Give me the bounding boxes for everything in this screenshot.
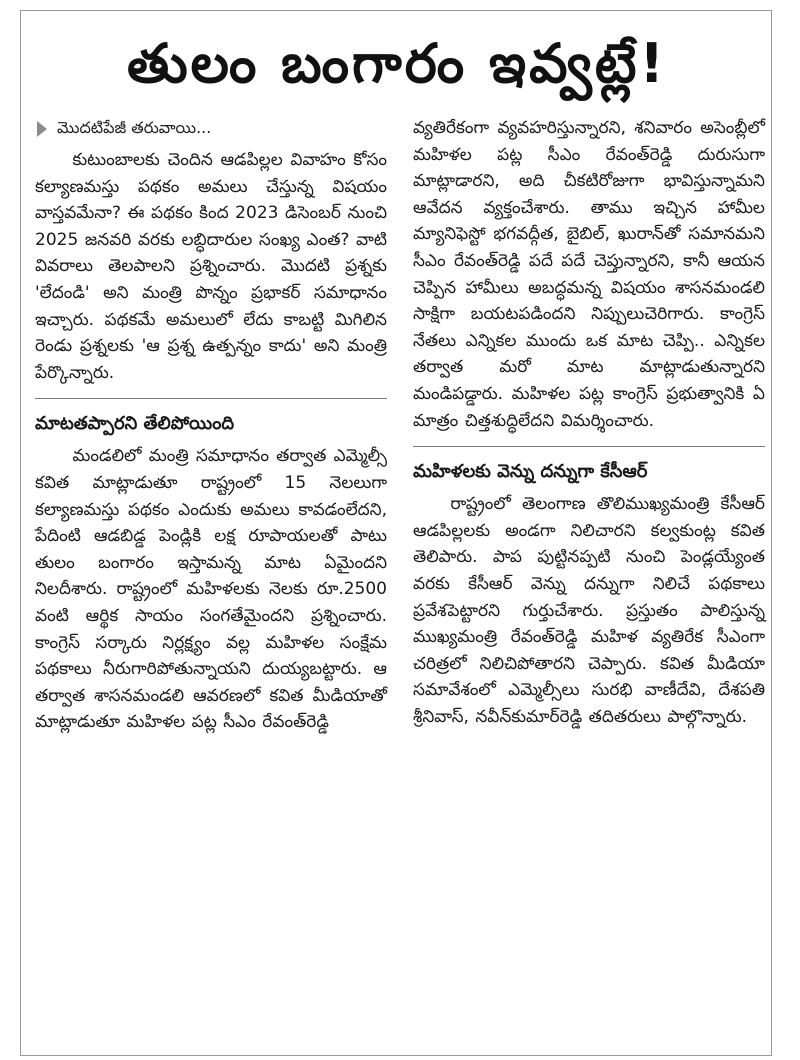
intro-paragraph: కుటుంబాలకు చెందిన ఆడపిల్లల వివాహం కోసం కల్యాణమస్తు పథకం అమలు చేస్తున్న విషయం వాస్తవమేనా? ఈ పథకం కింద 2023 డిసెంబర్ నుంచి 2025 జనవరి వరకు లబ్ధిదారుల సంఖ్య ఎంత? వాటి వివరాలు తెలపాలని ప్రశ్నించారు. మొదటి ప్రశ్నకు 'లేదండి' అని మంత్రి పొన్నం ప్రభాకర్ సమాధానం ఇచ్చారు. పథకమే అమలులో లేదు కాబట్టి మిగిలిన రెండు ప్రశ్నలకు 'ఆ ప్రశ్న ఉత్పన్నం కాదు' అని మంత్రి పేర్కొన్నారు. [35, 150, 387, 383]
left-paragraph-2: మండలిలో మంత్రి సమాధానం తర్వాత ఎమ్మెల్సీ కవిత మాట్లాడుతూ రాష్ట్రంలో 15 నెలలుగా కల్యాణమస్తు పథకం ఎందుకు అమలు కావడంలేదని, పేదింటి ఆడబిడ్డ పెండ్లికి లక్ష రూపాయలతో పాటు తులం బంగారం ఇస్తామన్న మాట ఏమైందని నిలదీశారు. రాష్ట్రంలో మహిళలకు నెలకు రూ.2500 వంటి ఆర్థిక సాయం సంగతేమైందని ప్రశ్నించారు. కాంగ్రెస్ సర్కారు నిర్లక్ష్యం వల్ల మహిళల సంక్షేమ పథకాలు నీరుగారిపోతున్నాయని దుయ్యబట్టారు. ఆ తర్వాత శాసనమండలి ఆవరణలో కవిత మీడియాతో మాట్లాడుతూ మహిళల పట్ల సీఎం రేవంత్‌రెడ్డి [35, 446, 387, 733]
continuation-kicker [35, 115, 387, 143]
left-column [35, 115, 387, 736]
headline: తులం బంగారం ఇవ్వట్లే! [126, 32, 668, 95]
kicker-text: మొదటిపేజీ తరువాయి... [57, 117, 212, 137]
article-frame [20, 10, 772, 1056]
divider [35, 398, 387, 399]
subheading-left: మాటతప్పారని తేలిపోయింది [35, 413, 235, 435]
right-paragraph-2: రాష్ట్రంలో తెలంగాణ తొలిముఖ్యమంత్రి కేసీఆర్ ఆడపిల్లలకు అండగా నిలిచారని కల్వకుంట్ల కవిత తెలిపారు. పాప పుట్టినప్పటి నుంచి పెండ్లయ్యేంత వరకు కేసీఆర్ వెన్ను దన్నుగా నిలిచే పథకాలు ప్రవేశపెట్టారని గుర్తుచేశారు. ప్రస్తుతం పాలిస్తున్న ముఖ్యమంత్రి రేవంత్‌రెడ్డి మహిళ వ్యతిరేక సీఎంగా చరిత్రలో నిలిచిపోతారని చెప్పారు. కవిత మీడియా సమావేశంలో ఎమ్మెల్సీలు సురభి వాణీదేవి, దేశపతి శ్రీనివాస్, నవీన్‌కుమార్‌రెడ్డి తదితరులు పాల్గొన్నారు. [413, 494, 765, 727]
arrow-right-icon [37, 121, 47, 137]
subheading-right: మహిళలకు వెన్ను దన్నుగా కేసీఆర్ [413, 461, 648, 483]
right-column [413, 115, 765, 730]
right-paragraph-1: వ్యతిరేకంగా వ్యవహరిస్తున్నారని, శనివారం అసెంబ్లీలో మహిళల పట్ల సీఎం రేవంత్‌రెడ్డి దురుసుగా మాట్లాడారని, అది చీకటిరోజుగా భావిస్తున్నామని ఆవేదన వ్యక్తంచేశారు. తాము ఇచ్చిన హామీల మ్యానిఫెస్టో భగవద్గీత, బైబిల్, ఖురాన్‌తో సమానమని సీఎం రేవంత్‌రెడ్డి పదే పదే చెప్తున్నారని, కానీ ఆయన చెప్పిన హామీలు అబద్ధమన్న విషయం శాసనమండలి సాక్షిగా బయటపడిందని నిప్పులుచెరిగారు. కాంగ్రెస్ నేతలు ఎన్నికల ముందు ఒక మాట చెప్పి.. ఎన్నికల తర్వాత మరో మాట మాట్లాడుతున్నారని మండిపడ్డారు. మహిళల పట్ల కాంగ్రెస్ ప్రభుత్వానికి ఏ మాత్రం చిత్తశుద్ధిలేదని విమర్శించారు. [413, 118, 765, 431]
divider [413, 446, 765, 447]
